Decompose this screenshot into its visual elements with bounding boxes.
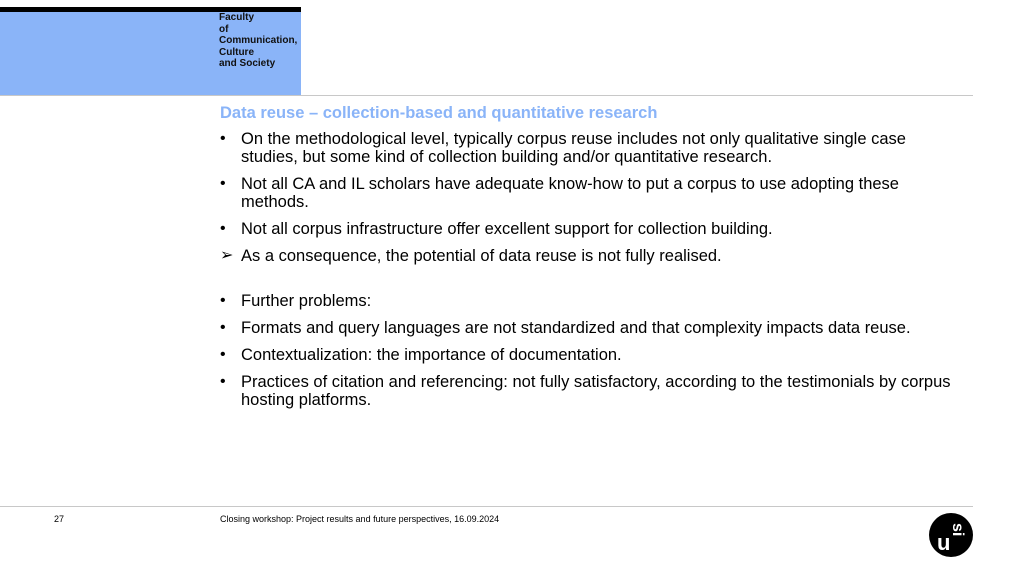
bullet-text: As a consequence, the potential of data reuse is not fully realised. xyxy=(241,247,722,265)
bullet-text: Not all corpus infrastructure offer excellent support for collection building. xyxy=(241,220,773,238)
page-number: 27 xyxy=(54,514,65,524)
bullet-marker: • xyxy=(220,130,226,147)
bullet-text: Formats and query languages are not standardized and that complexity impacts data reuse. xyxy=(241,319,911,337)
slide-title: Data reuse – collection-based and quantitative research xyxy=(220,104,658,122)
bullet-item xyxy=(220,346,965,364)
bullet-text: Further problems: xyxy=(241,292,372,310)
bullet-text: Contextualization: the importance of documentation. xyxy=(241,346,622,364)
bullet-list xyxy=(220,130,965,418)
bullet-marker: • xyxy=(220,175,226,192)
bullet-marker: • xyxy=(220,373,226,390)
bullet-marker: • xyxy=(220,220,226,237)
footer-text: Closing workshop: Project results and future perspectives, 16.09.2024 xyxy=(220,514,500,524)
header-divider xyxy=(0,95,973,96)
bullet-item xyxy=(220,319,965,337)
usi-logo-icon xyxy=(929,513,973,557)
faculty-name: Faculty of Communication, Culture and Society xyxy=(219,12,298,69)
bullet-marker: • xyxy=(220,346,226,363)
logo-letter-u: u xyxy=(937,530,951,555)
bullet-item xyxy=(220,247,965,265)
bullet-text: On the methodological level, typically corpus reuse includes not only qualitative single case studies, but some kind of collection building and/or quantitative research. xyxy=(241,130,906,166)
bullet-item xyxy=(220,220,965,238)
bullet-item xyxy=(220,373,965,409)
bullet-text: Practices of citation and referencing: not fully satisfactory, according to the testimonials by corpus hosting platforms. xyxy=(241,373,951,409)
bullet-text: Not all CA and IL scholars have adequate know-how to put a corpus to use adopting these methods. xyxy=(241,175,899,211)
footer-divider xyxy=(0,506,973,507)
bullet-marker: • xyxy=(220,319,226,336)
bullet-marker: • xyxy=(220,292,226,309)
bullet-item xyxy=(220,175,965,211)
bullet-item xyxy=(220,292,965,310)
arrow-marker-icon: ➢ xyxy=(220,247,234,264)
bullet-item xyxy=(220,130,965,166)
logo-letter-s: si xyxy=(949,523,966,537)
